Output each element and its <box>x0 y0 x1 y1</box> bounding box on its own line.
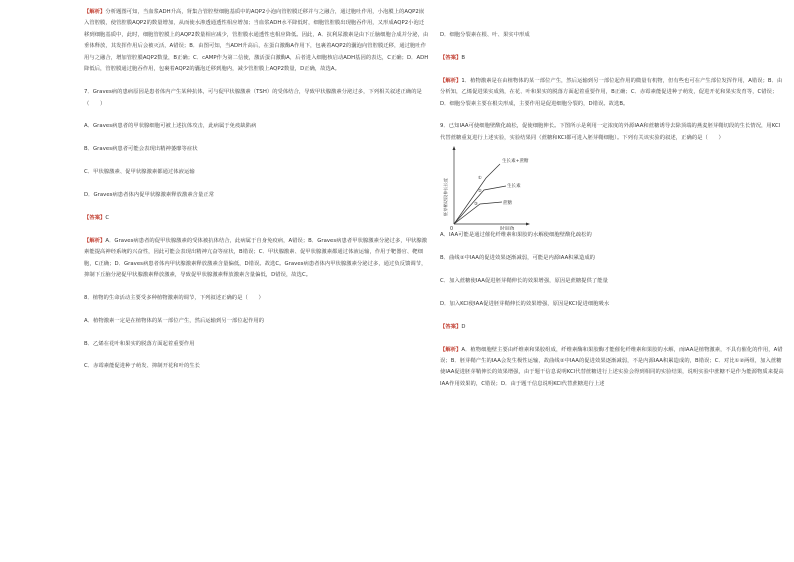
q7-option-a: A．Graves病患者的甲状腺细胞可被上述抗体攻击，此病属于免疫缺陷病 <box>84 123 257 130</box>
growth-chart-svg <box>440 144 560 230</box>
answer-tag: 【答案】 <box>440 323 462 330</box>
curve-2-mark: ② <box>478 188 482 194</box>
curve-3 <box>454 202 502 224</box>
q7-option-d: D．Graves病患者体内促甲状腺激素释放激素含量正常 <box>84 191 215 198</box>
curve-1-label: 生长素+蔗糖 <box>502 159 529 165</box>
q7-answer <box>84 213 429 224</box>
analysis-paragraph-3 <box>440 76 785 110</box>
q8-option-b: B．乙烯在花叶和果实的脱落方面起着重要作用 <box>84 340 195 347</box>
curve-1 <box>454 164 500 224</box>
answer-value: B <box>461 54 466 61</box>
analysis-text: A．Graves病患者的促甲状腺激素的受体被抗体结合，此病属于自身免疫病，A错误；B．Graves病患者甲状腺激素分泌过多，甲状腺激素能提高神经系统的兴奋性，因此可能会表现出精神亢奋等症状，B错误；C．甲状腺激素、促甲状腺激素都通过体液运输，作用于靶器官、靶细胞，C正确；D．Graves病患者体内甲状腺激素释放激素含量偏低，D错误。故选C。Graves病患者体内甲状腺激素分泌过多，通过负反馈调节，抑制下丘脑分泌促甲状腺激素释放激素，导致促甲状腺激素释放激素含量偏低，D错误，故选C。 <box>84 237 428 278</box>
q9-option-c: C．加入蔗糖使IAA促进胚芽鞘伸长的效果增强，原因是蔗糖提供了能量 <box>440 278 608 285</box>
q7-option-b: B．Graves病患者可能会表现出精神萎靡等症状 <box>84 146 198 153</box>
curve-1-mark: ① <box>478 175 482 181</box>
y-axis-arrow <box>453 146 456 150</box>
q8-option-a: A．植物激素一定是在植物体的某一部位产生，然后运输到另一部位起作用的 <box>84 317 265 324</box>
q8-option-d: D．细胞分裂素在根、叶、果实中形成 <box>440 32 530 38</box>
right-column <box>440 30 785 390</box>
answer-value: C <box>105 214 110 221</box>
answer-value: D <box>461 323 466 330</box>
answer-tag: 【答案】 <box>440 54 462 61</box>
analysis-text: 分析题图可知，当血浆ADH升高，肾集合管腔壁细胞基质中的AQP2小泡向管腔膜迁移并与之融合，通过胞吐作用，小泡膜上的AQP2嵌入管腔膜，使管腔膜AQP2的数量增加，从而使水渗透通透性相应增加；当血浆ADH水平降低时，细胞管腔膜出现胞吞作用，又形成AQP2小泡迁移到细胞基质中，此时，细胞管腔膜上的AQP2数量相应减少，管腔膜水通透性也相应降低。因此，A．抗利尿激素是由下丘脑细胞合成并分泌，由垂体释放，其发挥作用后会被灭活，A错误；B．由图可知，当ADH升高后，在蛋白激酶A作用下，包裹着AQP2的囊泡向管腔膜迁移，通过胞吐作用与之融合，增加管腔膜AQP2数量，B正确；C．cAMP作为第二信使，激活蛋白激酶A，后者进入细胞核启动ADH基因的表达，C正确；D．ADH降低后，管腔膜通过胞吞作用，包裹着AQP2的囊泡迁移到胞内，减少管腔膜上AQP2数量，D正确，故选A。 <box>84 9 429 73</box>
analysis-paragraph-1 <box>84 7 429 76</box>
curve-2-label: 生长素 <box>507 184 521 190</box>
origin-label: 0 <box>450 227 454 231</box>
question-7-stem: 7．Graves病的患病原因是患者体内产生某种抗体，可与促甲状腺激素（TSH）的受体结合，导致甲状腺激素分泌过多，下列相关叙述正确的是（ ） <box>84 89 422 107</box>
q9-option-d: D．加入KCl使IAA促进胚芽鞘伸长的效果增强，原因是KCl促进细胞吸水 <box>440 300 610 307</box>
growth-graph <box>440 144 785 230</box>
answer-tag: 【答案】 <box>84 214 106 221</box>
q9-option-b: B．曲线②中IAA的促进效果逐渐减弱，可能是内源IAA积累造成的 <box>440 255 596 262</box>
q9-option-a: A．IAA可能是通过催化纤维素和果胶的水解使细胞壁酸化疏松的 <box>440 232 592 239</box>
q9-answer <box>440 322 785 333</box>
analysis-paragraph-4 <box>440 345 785 391</box>
q8-option-c: C．赤霉素能促进种子萌发、抑制开花和叶的生长 <box>84 363 201 370</box>
question-9-stem: 9．已知IAA可使细胞壁酸化疏松，促使细胞伸长。下图所示是利用一定浓度的外源IAA和蔗糖诱导去除顶端的燕麦胚芽鞘切段的生长情况，用KCl代替蔗糖重复进行上述实验，实验结果同（蔗糖和KCl都可进入胚芽鞘细胞）。下列有关该实验的叙述，正确的是（ ） <box>440 123 781 141</box>
question-8-stem: 8．植物的生命活动主要受多种植物激素的调节，下列叙述正确的是（ ） <box>84 294 264 301</box>
curve-3-label: 蔗糖 <box>503 201 513 207</box>
left-column <box>84 7 429 373</box>
analysis-tag: 【解析】 <box>84 237 106 244</box>
analysis-text: 1．植物激素是在由植物体的某一部位产生，然后运输到另一部位起作用的微量有机物，但有些也可在产生部位发挥作用，A错误；B．由分析知，乙烯促进果实成熟，在花、叶和果实的脱落方面起着重要作用，B正确；C．赤霉素能促进种子萌发，促进开花和果实发育等，C错误；D．细胞分裂素主要在根尖形成，主要作用是促进细胞分裂的，D错误。故选B。 <box>440 77 783 107</box>
q8-answer <box>440 53 785 64</box>
analysis-paragraph-2 <box>84 236 429 282</box>
analysis-tag: 【解析】 <box>440 346 462 353</box>
analysis-tag: 【解析】 <box>84 9 106 15</box>
x-axis-arrow <box>526 223 530 226</box>
q7-option-c: C．甲状腺激素、促甲状腺激素都通过体液运输 <box>84 169 195 176</box>
x-axis-label: 时间/h <box>500 227 515 231</box>
analysis-text: A．植物细胞壁主要由纤维素和果胶组成，纤维素酶和果胶酶才能催化纤维素和果胶的水解，而IAA是植物激素，不具有催化的作用，A错误；B．胚芽鞘产生的IAA会发生极性运输，故曲线②中IAA的促进效果逐渐减弱，不是内源IAA积累造成的，B错误；C．对比①②两组，加入蔗糖使IAA促进胚芽鞘伸长的效果增强，由于题干信息说明KCl代替蔗糖进行上述实验会得到相同的实验结果，说明实验中蔗糖不是作为能源物质来提高IAA作用效果的，C错误；D．由于题干信息说明KCl代替蔗糖进行上述 <box>440 346 784 387</box>
curve-3-mark: ③ <box>474 201 478 207</box>
y-axis-label: 胚芽鞘切段伸长长度 <box>443 178 448 217</box>
analysis-tag: 【解析】 <box>440 77 462 84</box>
